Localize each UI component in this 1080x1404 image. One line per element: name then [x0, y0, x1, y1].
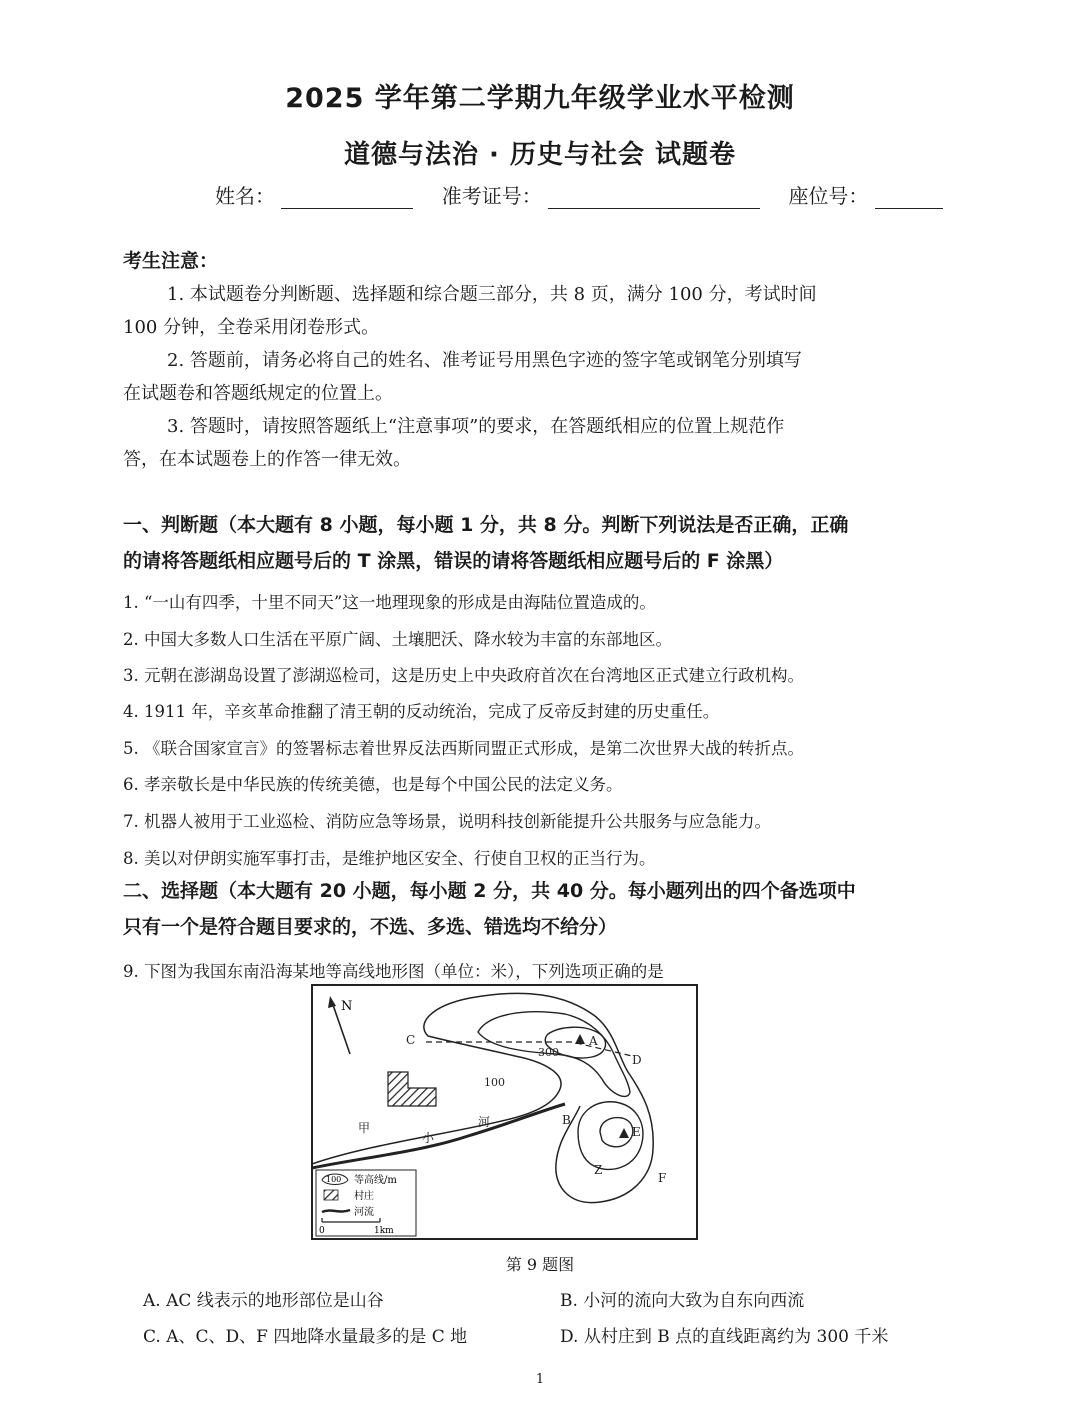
judge-item-3: 3. 元朝在澎湖岛设置了澎湖巡检司，这是历史上中央政府首次在台湾地区正式建立行政机构。 [123, 666, 804, 685]
point-B-label: B [562, 1113, 571, 1127]
q9-option-a: A. AC 线表示的地形部位是山谷 [143, 1291, 384, 1311]
point-A-label: A [589, 1034, 598, 1048]
notice-item-1-line1: 1. 本试题卷分判断题、选择题和综合题三部分，共 8 页，满分 100 分，考试时间 [167, 284, 817, 305]
notice-item-1-line2: 100 分钟，全卷采用闭卷形式。 [123, 317, 380, 338]
seat-label: 座位号： [788, 184, 869, 208]
notice-item-2-line1: 2. 答题前，请务必将自己的姓名、准考证号用黑色字迹的签字笔或钢笔分别填写 [167, 350, 802, 371]
section2-heading-line2: 只有一个是符合题目要求的，不选、多选、错选均不给分） [123, 916, 618, 938]
point-Z-label: Z [594, 1163, 603, 1177]
notice-item-2-line2: 在试题卷和答题纸规定的位置上。 [123, 383, 393, 404]
judge-item-6: 6. 孝亲敬长是中华民族的传统美德，也是每个中国公民的法定义务。 [123, 775, 623, 794]
section2-heading [123, 873, 963, 945]
section1-heading [123, 507, 963, 579]
notice-item-3 [123, 410, 959, 476]
notice-item-1 [123, 278, 959, 344]
legend-village-label: 村庄 [354, 1191, 374, 1202]
exam-subtitle: 道德与法治 · 历史与社会 试题卷 [343, 140, 737, 170]
notice-item-3-line1: 3. 答题时，请按照答题纸上“注意事项”的要求，在答题纸相应的位置上规范作 [167, 416, 785, 437]
q9-option-b: B. 小河的流向大致为自东向西流 [560, 1291, 805, 1311]
section1-heading-line1: 一、判断题（本大题有 8 小题，每小题 1 分，共 8 分。判断下列说法是否正确，正确 [123, 514, 849, 536]
section1-heading-line2: 的请将答题纸相应题号后的 T 涂黑，错误的请将答题纸相应题号后的 F 涂黑） [123, 550, 784, 572]
legend-river-label: 河流 [354, 1207, 374, 1218]
name-blank [281, 188, 413, 209]
notice-item-2 [123, 344, 959, 410]
judge-item-5: 5. 《联合国家宣言》的签署标志着世界反法西斯同盟正式形成，是第二次世界大战的转折点。 [123, 739, 804, 758]
point-D-label: D [632, 1053, 642, 1067]
legend-village-icon [324, 1190, 338, 1200]
map-legend [316, 1170, 416, 1236]
judge-item-4: 4. 1911 年，辛亥革命推翻了清王朝的反动统治，完成了反帝反封建的历史重任。 [123, 702, 720, 721]
figure-caption: 第 9 题图 [505, 1255, 575, 1274]
scale-1km-label: 1km [374, 1226, 394, 1236]
judge-item-7: 7. 机器人被用于工业巡检、消防应急等场景，说明科技创新能提升公共服务与应急能力。 [123, 812, 771, 831]
scale-zero-label: 0 [319, 1226, 325, 1236]
q9-option-d: D. 从村庄到 B 点的直线距离约为 300 千米 [560, 1327, 889, 1347]
seat-blank [875, 188, 943, 209]
judge-item-1: 1. “一山有四季，十里不同天”这一地理现象的形成是由海陆位置造成的。 [123, 593, 656, 612]
q9-stem: 9. 下图为我国东南沿海某地等高线地形图（单位：米），下列选项正确的是 [123, 962, 664, 981]
legend-100-value: 100 [326, 1175, 342, 1184]
north-label: N [341, 999, 353, 1014]
contour-300-label: 300 [538, 1046, 559, 1059]
notice-item-3-line2: 答，在本试题卷上的作答一律无效。 [123, 449, 411, 470]
contour-map [310, 984, 700, 1242]
point-C-label: C [406, 1033, 416, 1047]
legend-river-icon [322, 1210, 350, 1212]
point-E-label: E [632, 1125, 641, 1139]
q9-option-c: C. A、C、D、F 四地降水量最多的是 C 地 [143, 1327, 468, 1347]
notice-title: 考生注意： [123, 250, 219, 272]
name-label: 姓名： [215, 184, 275, 208]
page-number: 1 [535, 1372, 545, 1387]
exam-title: 2025 学年第二学期九年级学业水平检测 [285, 83, 795, 114]
section2-heading-line1: 二、选择题（本大题有 20 小题，每小题 2 分，共 40 分。每小题列出的四个备选项中 [123, 880, 856, 902]
contour-100-label: 100 [484, 1076, 505, 1089]
judge-item-2: 2. 中国大多数人口生活在平原广阔、土壤肥沃、降水较为丰富的东部地区。 [123, 630, 672, 649]
point-F-label: F [658, 1171, 667, 1185]
exam-id-blank [548, 188, 760, 209]
judge-item-8: 8. 美以对伊朗实施军事打击，是维护地区安全、行使自卫权的正当行为。 [123, 849, 656, 868]
exam-id-label: 准考证号： [441, 184, 542, 208]
river-char-xiao: 小 [422, 1131, 435, 1145]
river-char-he: 河 [478, 1115, 491, 1129]
legend-contour-label: 等高线/m [354, 1175, 397, 1186]
candidate-info-row [215, 180, 943, 209]
place-jia-label: 甲 [358, 1121, 371, 1135]
